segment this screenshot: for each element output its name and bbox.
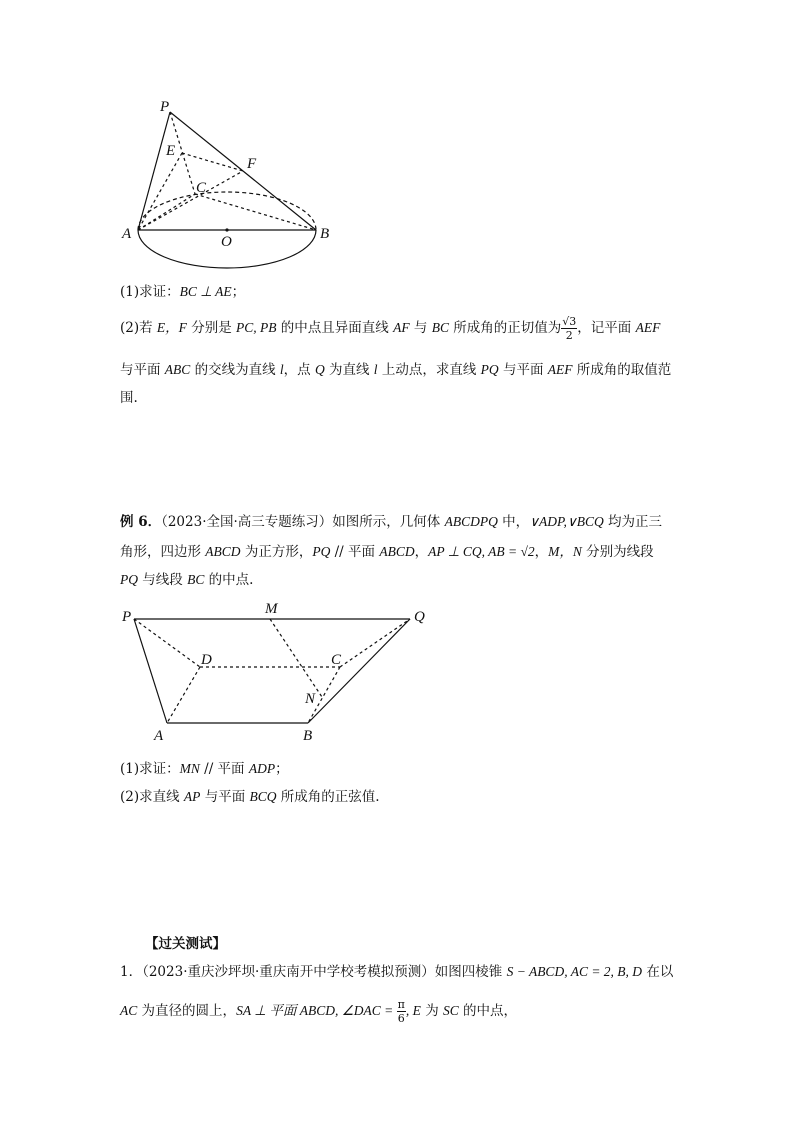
label-C: C: [196, 180, 207, 196]
p5-part2-line2: 与平面 ABC 的交线为直线 l，点 Q 为直线 l 上动点，求直线 PQ 与平面 AEF 所成角的取值范: [120, 362, 672, 378]
edge-PD: [134, 619, 200, 667]
p5-part2-line3: 围.: [120, 390, 138, 406]
label-P: P: [160, 99, 170, 115]
test-q1-line1: 1．（2023·重庆沙坪坝·重庆南开中学校考模拟预测）如图四棱锥 S − ABCD, AC = 2, B, D 在以: [120, 964, 674, 980]
label-E: E: [166, 143, 176, 159]
label-M: M: [265, 601, 278, 617]
tan-fraction: $\frac{√3}{2}$: [562, 315, 577, 342]
label-A2: A: [154, 728, 164, 744]
test-q1-line2: AC 为直径的圆上，SA ⊥ 平面 ABCD, ∠DAC = $\frac{\pi}{6}$ , E 为 SC 的中点，: [120, 998, 518, 1025]
label-D: D: [201, 652, 212, 668]
test-heading: 【过关测试】: [145, 936, 226, 952]
example6-line3: PQ 与线段 BC 的中点.: [120, 572, 254, 588]
example6-heading: 例 6．: [120, 514, 162, 530]
label-O: O: [221, 234, 232, 250]
label-P2: P: [122, 609, 132, 625]
label-Q: Q: [414, 609, 425, 625]
edge-MN: [270, 619, 322, 697]
edge-PA: [134, 619, 167, 723]
edge-BQ: [308, 619, 410, 723]
label-B: B: [320, 226, 330, 242]
example6-line2: 角形，四边形 ABCD 为正方形，PQ // 平面 ABCD，AP ⊥ CQ, AB = √2，M，N 分别为线段: [120, 544, 654, 560]
p5-part2-line1: (2)若 E，F 分别是 PC, PB 的中点且异面直线 AF 与 BC 所成角的正切值为 $\frac{√3}{2}$ ，记平面 AEF: [120, 315, 661, 342]
example6-line1: 例 6．（2023·全国·高三专题练习）如图所示，几何体 ABCDPQ 中，∨ADP,∨BCQ 均为正三: [120, 514, 663, 530]
label-B2: B: [303, 728, 313, 744]
label-A: A: [122, 226, 132, 242]
label-N: N: [305, 691, 316, 707]
label-C2: C: [331, 652, 342, 668]
example6-part2: (2)求直线 AP 与平面 BCQ 所成角的正弦值.: [120, 789, 380, 805]
p5-part1: (1)求证：BC ⊥ AE；: [120, 284, 246, 300]
edge-DA: [167, 667, 200, 723]
example6-part1: (1)求证：MN // 平面 ADP；: [120, 761, 289, 777]
pi-over-six-fraction: $\frac{\pi}{6}$: [397, 998, 405, 1025]
edge-CQ: [340, 619, 410, 667]
label-F: F: [247, 156, 257, 172]
